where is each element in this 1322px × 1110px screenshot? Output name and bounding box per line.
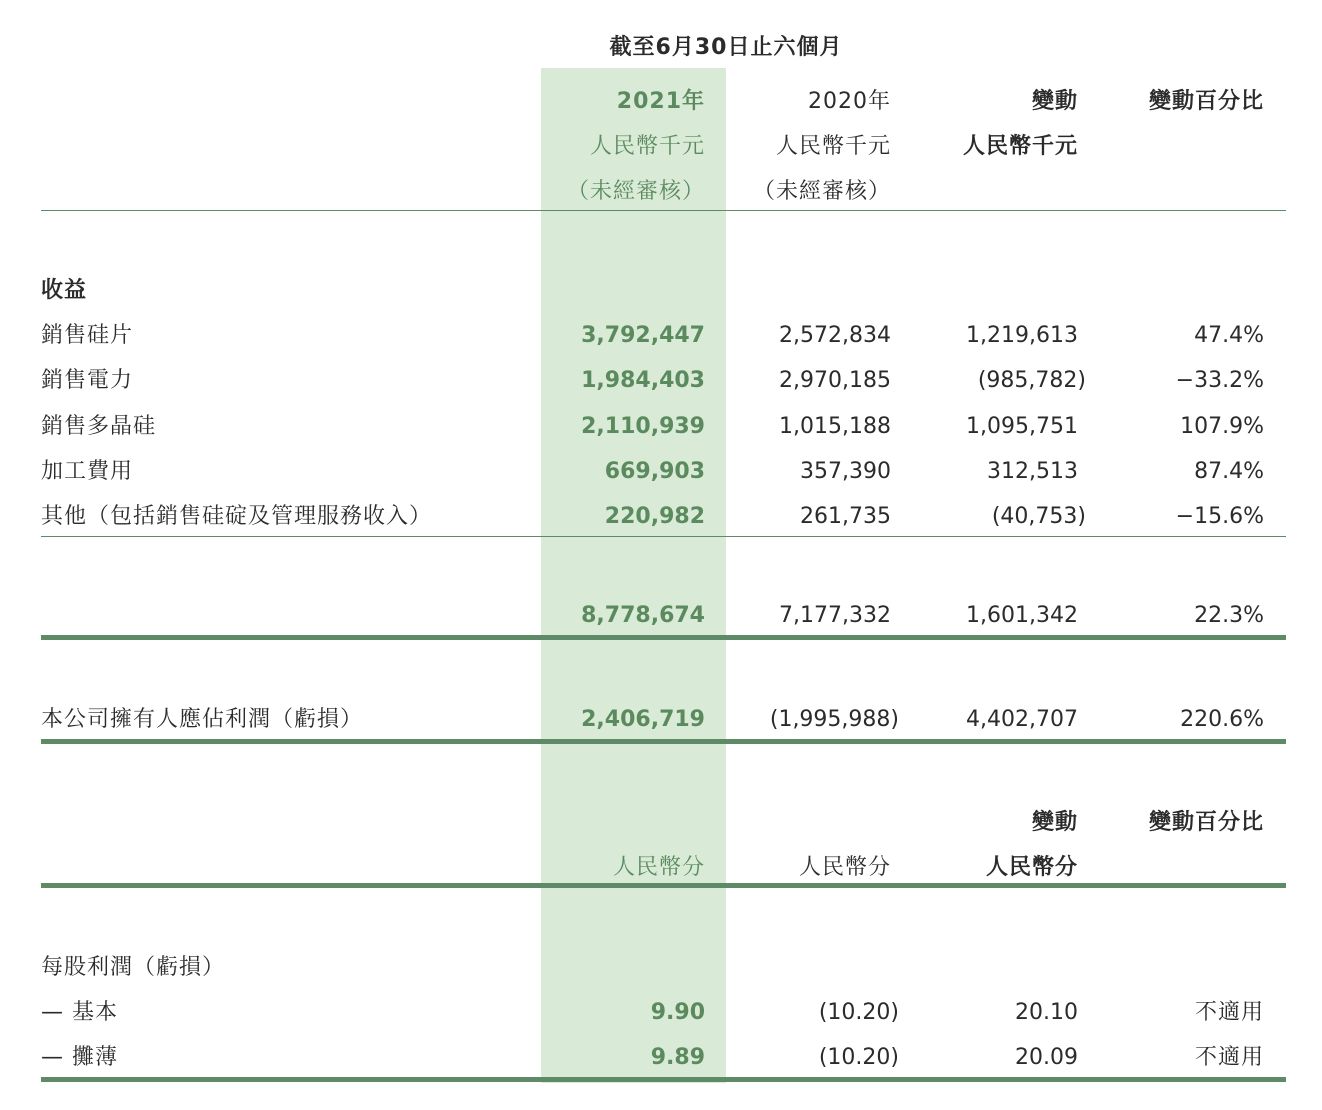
value-2021: 669,903	[604, 459, 705, 484]
header-rule	[41, 210, 1286, 211]
value-2021: 3,792,447	[581, 323, 705, 348]
eps-2021: 9.89	[650, 1045, 705, 1070]
total-2020: 7,177,332	[779, 603, 891, 628]
eps-change: 20.10	[1015, 1000, 1078, 1025]
bottom-rule	[41, 1077, 1286, 1082]
row-label: 銷售硅片	[41, 323, 134, 348]
row-label: 銷售多晶硅	[41, 414, 157, 439]
value-2020: 261,735	[800, 504, 891, 529]
eps-change: 20.09	[1015, 1045, 1078, 1070]
value-2021: 1,984,403	[581, 368, 705, 393]
value-change: (985,782)	[977, 368, 1086, 393]
profit-2020: (1,995,988)	[769, 707, 899, 732]
col-2020-note: （未經審核）	[752, 179, 891, 204]
row-label: 加工費用	[41, 459, 134, 484]
profit-pct: 220.6%	[1180, 707, 1264, 732]
value-change: (40,753)	[991, 504, 1086, 529]
eps-change-unit: 人民幣分	[985, 855, 1078, 880]
row-label: 銷售電力	[41, 368, 134, 393]
change-unit: 人民幣千元	[962, 134, 1078, 159]
col-2021-note: （未經審核）	[566, 179, 705, 204]
revenue-heading: 收益	[41, 278, 88, 303]
value-2020: 1,015,188	[779, 414, 891, 439]
total-pct: 22.3%	[1194, 603, 1264, 628]
profit-2021: 2,406,719	[581, 707, 705, 732]
value-change: 1,095,751	[966, 414, 1078, 439]
value-2020: 2,572,834	[779, 323, 891, 348]
period-header: 截至6月30日止六個月	[609, 35, 843, 60]
profit-label: 本公司擁有人應佔利潤（虧損）	[41, 707, 364, 732]
value-change: 1,219,613	[966, 323, 1078, 348]
eps-2020: (10.20)	[818, 1045, 899, 1070]
col-2021-unit: 人民幣千元	[589, 134, 705, 159]
profit-rule	[41, 739, 1286, 744]
value-2021: 2,110,939	[581, 414, 705, 439]
total-rule	[41, 635, 1286, 640]
col-2021-year: 2021年	[616, 89, 705, 114]
eps-change-title: 變動	[1031, 810, 1078, 835]
eps-heading: 每股利潤（虧損）	[41, 955, 226, 980]
change-title: 變動	[1031, 89, 1078, 114]
highlight-column-2021	[541, 68, 726, 1083]
col-2020-unit: 人民幣千元	[775, 134, 891, 159]
eps-2020: (10.20)	[818, 1000, 899, 1025]
subtotal-rule	[41, 536, 1286, 537]
eps-pct: 不適用	[1194, 1000, 1264, 1025]
profit-change: 4,402,707	[966, 707, 1078, 732]
value-2021: 220,982	[604, 504, 705, 529]
value-pct: 87.4%	[1194, 459, 1264, 484]
eps-pct: 不適用	[1194, 1045, 1264, 1070]
value-pct: 107.9%	[1180, 414, 1264, 439]
eps-unit-2021: 人民幣分	[612, 855, 705, 880]
value-2020: 357,390	[800, 459, 891, 484]
eps-2021: 9.90	[650, 1000, 705, 1025]
value-pct: 47.4%	[1194, 323, 1264, 348]
value-pct: −33.2%	[1175, 368, 1264, 393]
row-label: — 基本	[41, 1000, 118, 1025]
value-change: 312,513	[987, 459, 1078, 484]
total-2021: 8,778,674	[581, 603, 705, 628]
value-2020: 2,970,185	[779, 368, 891, 393]
col-2020-year: 2020年	[808, 89, 891, 114]
pct-title: 變動百分比	[1148, 89, 1264, 114]
total-change: 1,601,342	[966, 603, 1078, 628]
value-pct: −15.6%	[1175, 504, 1264, 529]
row-label: 其他（包括銷售硅碇及管理服務收入）	[41, 504, 433, 529]
eps-header-rule	[41, 883, 1286, 888]
row-label: — 攤薄	[41, 1045, 118, 1070]
eps-unit-2020: 人民幣分	[798, 855, 891, 880]
eps-pct-title: 變動百分比	[1148, 810, 1264, 835]
